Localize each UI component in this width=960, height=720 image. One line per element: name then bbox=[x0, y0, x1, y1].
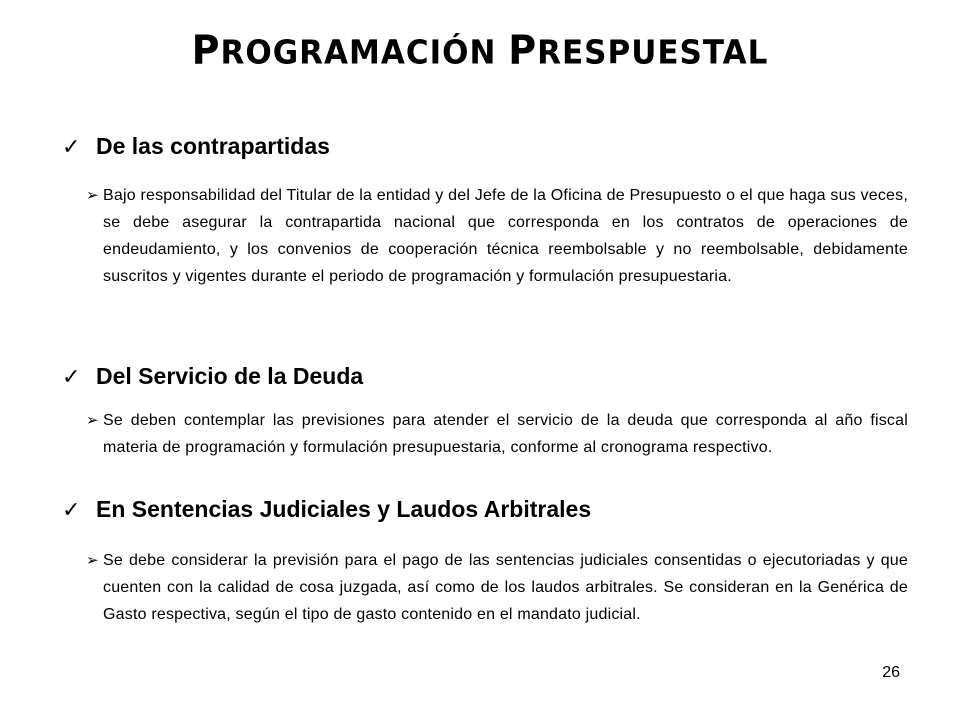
section-heading-label: Del Servicio de la Deuda bbox=[96, 363, 364, 389]
checkmark-icon: ✓ bbox=[62, 135, 81, 160]
arrow-bullet-icon: ➢ bbox=[86, 186, 99, 204]
page-title bbox=[0, 27, 960, 76]
page-number: 26 bbox=[882, 664, 900, 681]
title-word-1: ROGRAMACIÓN bbox=[220, 34, 509, 72]
section-heading-contrapartidas bbox=[62, 132, 330, 162]
arrow-bullet-icon: ➢ bbox=[86, 411, 99, 429]
arrow-bullet-icon: ➢ bbox=[86, 551, 99, 569]
bullet-text: Se deben contemplar las previsiones para atender el servicio de la deuda que corresponda al año fiscal materia de programación y formulación presupuestaria, conforme al cronograma respectivo. bbox=[103, 412, 908, 456]
section-heading-label: En Sentencias Judiciales y Laudos Arbitrales bbox=[96, 496, 592, 522]
bullet-text: Bajo responsabilidad del Titular de la entidad y del Jefe de la Oficina de Presupuesto o el que haga sus veces, se debe asegurar la contrapartida nacional que corresponda en los contratos de operaciones de endeudamiento, y los convenios de cooperación técnica reembolsable y no reembolsable, debidamente suscritos y vigentes durante el periodo de programación y formulación presupuestaria. bbox=[103, 187, 908, 285]
section-heading-servicio-deuda bbox=[62, 362, 363, 392]
bullet-item-servicio-deuda bbox=[86, 407, 908, 461]
checkmark-icon: ✓ bbox=[62, 365, 81, 390]
bullet-item-contrapartidas bbox=[86, 182, 908, 290]
title-initial-1: P bbox=[191, 26, 221, 74]
bullet-text: Se debe considerar la previsión para el pago de las sentencias judiciales consentidas o ejecutoriadas y que cuenten con la calidad de cosa juzgada, así como de los laudos arbitrales. Se consideran en la Genérica de Gasto respectiva, según el tipo de gasto contenido en el mandato judicial. bbox=[103, 552, 908, 623]
title-initial-2: P bbox=[508, 26, 538, 74]
checkmark-icon: ✓ bbox=[62, 498, 81, 523]
section-heading-label: De las contrapartidas bbox=[96, 133, 330, 159]
section-heading-sentencias bbox=[62, 495, 591, 525]
title-word-2: RESPUESTAL bbox=[537, 34, 769, 72]
bullet-item-sentencias bbox=[86, 547, 908, 628]
